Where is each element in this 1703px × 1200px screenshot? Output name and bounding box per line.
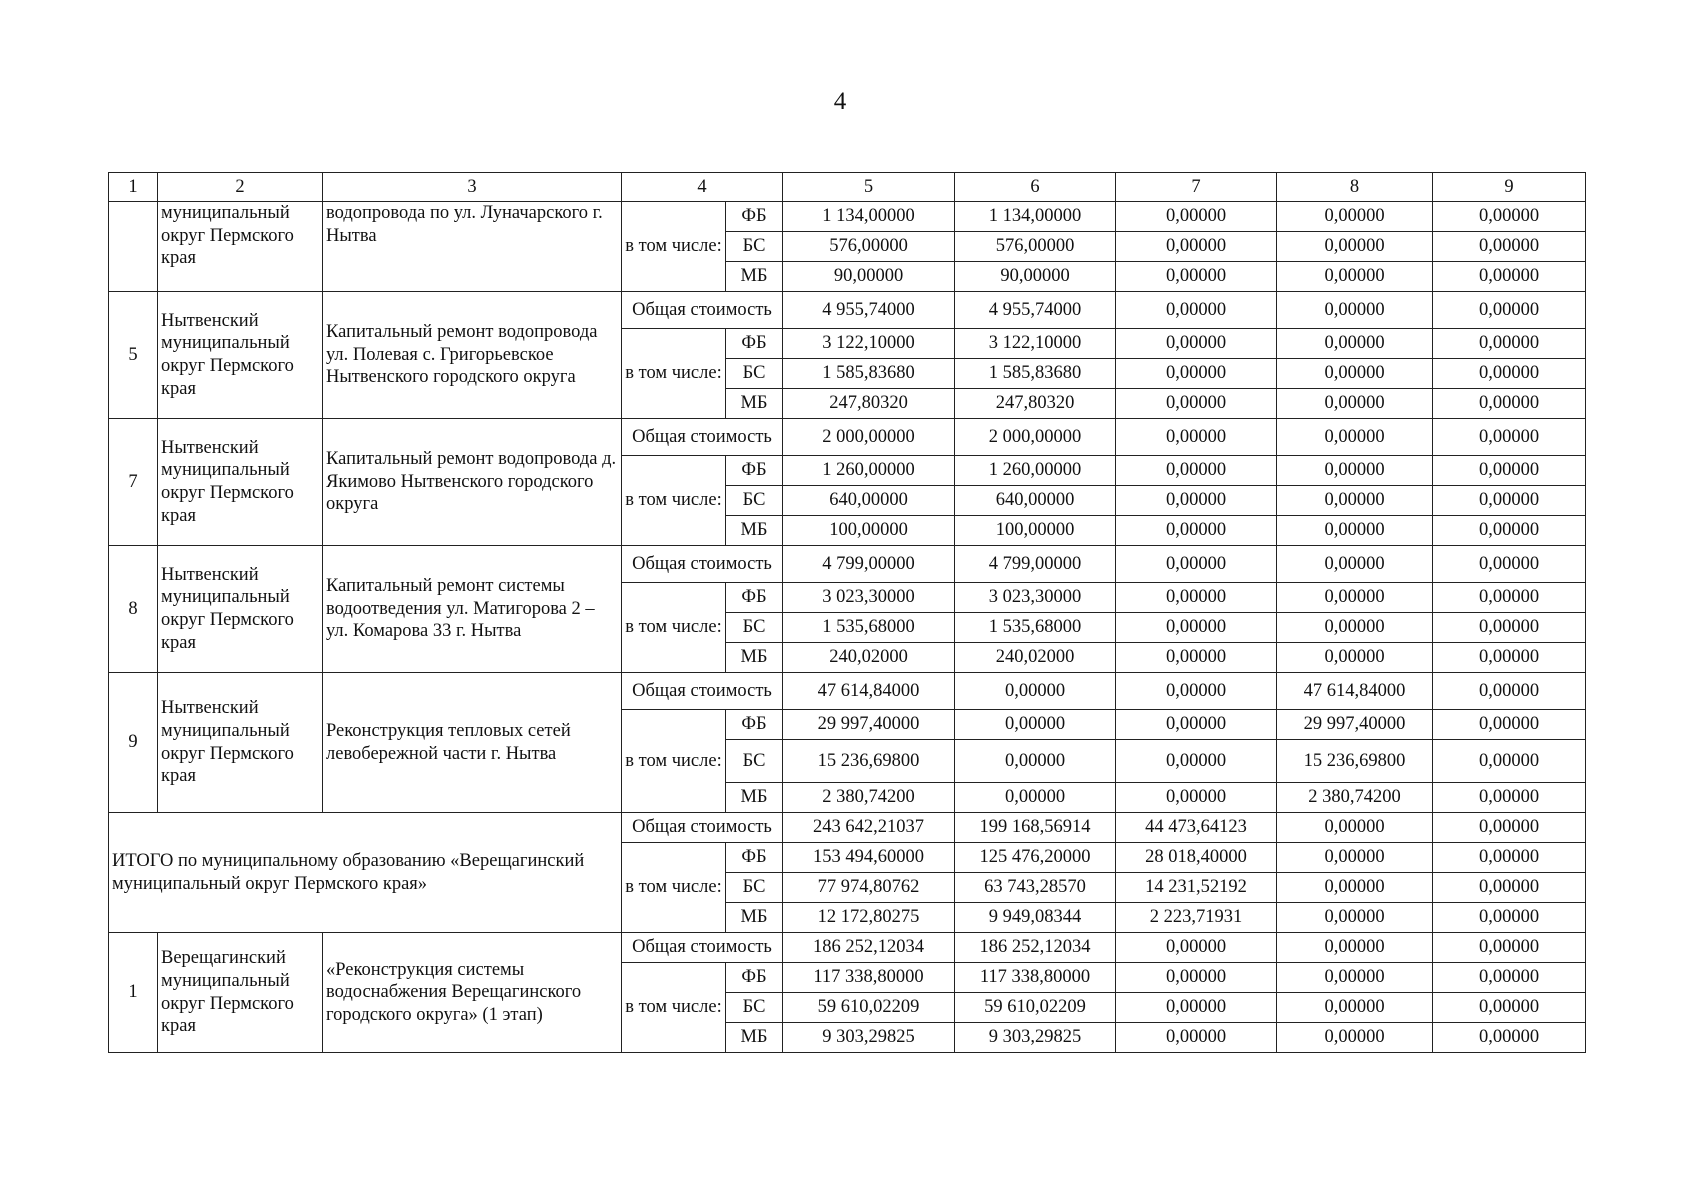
header-row <box>109 173 1586 202</box>
header-cell: 4 <box>622 173 783 202</box>
value-cell: 0,00000 <box>1277 933 1433 963</box>
municipality-cell: муниципальный округ Пермского края <box>158 202 323 292</box>
value-cell: 247,80320 <box>783 389 955 419</box>
source-mb: МБ <box>726 643 783 673</box>
value-cell: 240,02000 <box>783 643 955 673</box>
value-cell: 47 614,84000 <box>783 673 955 710</box>
value-cell: 59 610,02209 <box>783 993 955 1023</box>
value-cell: 0,00000 <box>1116 613 1277 643</box>
value-cell: 243 642,21037 <box>783 813 955 843</box>
value-cell: 2 223,71931 <box>1116 903 1277 933</box>
value-cell: 247,80320 <box>955 389 1116 419</box>
source-bs: БС <box>726 613 783 643</box>
value-cell: 3 023,30000 <box>955 583 1116 613</box>
value-cell: 15 236,69800 <box>783 740 955 783</box>
value-cell: 0,00000 <box>955 783 1116 813</box>
source-mb: МБ <box>726 262 783 292</box>
source-bs: БС <box>726 740 783 783</box>
header-cell: 3 <box>323 173 622 202</box>
value-cell: 0,00000 <box>1116 329 1277 359</box>
object-cell: Капитальный ремонт системы водоотведения ул. Матигорова 2 – ул. Комарова 33 г. Нытва <box>323 546 622 673</box>
total-cost-label: Общая стоимость <box>622 673 783 710</box>
value-cell: 125 476,20000 <box>955 843 1116 873</box>
value-cell: 59 610,02209 <box>955 993 1116 1023</box>
municipality-cell: Нытвенский муниципальный округ Пермского края <box>158 673 323 813</box>
value-cell: 0,00000 <box>1277 389 1433 419</box>
value-cell: 640,00000 <box>955 486 1116 516</box>
value-cell: 0,00000 <box>1433 673 1586 710</box>
value-cell: 0,00000 <box>1433 419 1586 456</box>
value-cell: 153 494,60000 <box>783 843 955 873</box>
municipality-cell: Нытвенский муниципальный округ Пермского края <box>158 419 323 546</box>
value-cell: 9 303,29825 <box>783 1023 955 1053</box>
table-row <box>109 202 1586 232</box>
value-cell: 3 122,10000 <box>783 329 955 359</box>
value-cell: 0,00000 <box>1433 963 1586 993</box>
value-cell: 9 949,08344 <box>955 903 1116 933</box>
source-fb: ФБ <box>726 710 783 740</box>
including-label: в том числе: <box>622 329 726 419</box>
source-mb: МБ <box>726 1023 783 1053</box>
value-cell: 0,00000 <box>1116 516 1277 546</box>
total-cost-label: Общая стоимость <box>622 292 783 329</box>
value-cell: 640,00000 <box>783 486 955 516</box>
source-fb: ФБ <box>726 843 783 873</box>
value-cell: 3 122,10000 <box>955 329 1116 359</box>
total-cost-label: Общая стоимость <box>622 546 783 583</box>
source-bs: БС <box>726 359 783 389</box>
value-cell: 44 473,64123 <box>1116 813 1277 843</box>
value-cell: 0,00000 <box>1433 486 1586 516</box>
value-cell: 0,00000 <box>1277 993 1433 1023</box>
source-fb: ФБ <box>726 456 783 486</box>
value-cell: 0,00000 <box>1433 292 1586 329</box>
value-cell: 0,00000 <box>1277 546 1433 583</box>
row-number <box>109 202 158 292</box>
value-cell: 0,00000 <box>1116 710 1277 740</box>
total-cost-label: Общая стоимость <box>622 419 783 456</box>
value-cell: 77 974,80762 <box>783 873 955 903</box>
value-cell: 29 997,40000 <box>783 710 955 740</box>
source-bs: БС <box>726 486 783 516</box>
value-cell: 0,00000 <box>1116 262 1277 292</box>
including-label: в том числе: <box>622 963 726 1053</box>
value-cell: 0,00000 <box>955 740 1116 783</box>
value-cell: 0,00000 <box>1433 933 1586 963</box>
row-number: 1 <box>109 933 158 1053</box>
value-cell: 0,00000 <box>1116 993 1277 1023</box>
value-cell: 0,00000 <box>1433 1023 1586 1053</box>
value-cell: 1 260,00000 <box>783 456 955 486</box>
table-row <box>109 673 1586 710</box>
value-cell: 0,00000 <box>1433 359 1586 389</box>
value-cell: 14 231,52192 <box>1116 873 1277 903</box>
value-cell: 12 172,80275 <box>783 903 955 933</box>
header-cell: 6 <box>955 173 1116 202</box>
header-cell: 9 <box>1433 173 1586 202</box>
value-cell: 29 997,40000 <box>1277 710 1433 740</box>
value-cell: 4 955,74000 <box>955 292 1116 329</box>
value-cell: 0,00000 <box>1277 456 1433 486</box>
value-cell: 0,00000 <box>1433 329 1586 359</box>
object-cell: Реконструкция тепловых сетей левобережной части г. Нытва <box>323 673 622 813</box>
value-cell: 0,00000 <box>1433 232 1586 262</box>
municipality-cell: Нытвенский муниципальный округ Пермского края <box>158 546 323 673</box>
value-cell: 0,00000 <box>1433 993 1586 1023</box>
value-cell: 117 338,80000 <box>955 963 1116 993</box>
source-bs: БС <box>726 232 783 262</box>
including-label: в том числе: <box>622 202 726 292</box>
source-mb: МБ <box>726 783 783 813</box>
value-cell: 0,00000 <box>1116 232 1277 262</box>
value-cell: 3 023,30000 <box>783 583 955 613</box>
value-cell: 0,00000 <box>1433 843 1586 873</box>
value-cell: 186 252,12034 <box>955 933 1116 963</box>
value-cell: 0,00000 <box>1277 232 1433 262</box>
value-cell: 0,00000 <box>1277 903 1433 933</box>
value-cell: 0,00000 <box>1433 389 1586 419</box>
value-cell: 0,00000 <box>955 673 1116 710</box>
source-bs: БС <box>726 993 783 1023</box>
value-cell: 1 535,68000 <box>783 613 955 643</box>
source-mb: МБ <box>726 903 783 933</box>
value-cell: 1 134,00000 <box>955 202 1116 232</box>
object-cell: Капитальный ремонт водопровода ул. Полевая с. Григорьевское Нытвенского городского округа <box>323 292 622 419</box>
value-cell: 4 799,00000 <box>955 546 1116 583</box>
value-cell: 0,00000 <box>1116 963 1277 993</box>
value-cell: 0,00000 <box>1277 419 1433 456</box>
value-cell: 28 018,40000 <box>1116 843 1277 873</box>
source-fb: ФБ <box>726 963 783 993</box>
value-cell: 0,00000 <box>1116 292 1277 329</box>
total-cost-label: Общая стоимость <box>622 813 783 843</box>
value-cell: 0,00000 <box>1433 516 1586 546</box>
budget-table <box>108 172 1586 1053</box>
including-label: в том числе: <box>622 710 726 813</box>
value-cell: 0,00000 <box>1433 813 1586 843</box>
value-cell: 0,00000 <box>1277 292 1433 329</box>
value-cell: 186 252,12034 <box>783 933 955 963</box>
value-cell: 576,00000 <box>783 232 955 262</box>
value-cell: 0,00000 <box>1277 643 1433 673</box>
object-cell: «Реконструкция системы водоснабжения Верещагинского городского округа» (1 этап) <box>323 933 622 1053</box>
value-cell: 100,00000 <box>955 516 1116 546</box>
value-cell: 100,00000 <box>783 516 955 546</box>
value-cell: 0,00000 <box>1433 873 1586 903</box>
value-cell: 1 260,00000 <box>955 456 1116 486</box>
table-row <box>109 813 1586 843</box>
value-cell: 4 955,74000 <box>783 292 955 329</box>
value-cell: 0,00000 <box>1277 359 1433 389</box>
page-number: 4 <box>833 88 847 115</box>
value-cell: 0,00000 <box>1433 262 1586 292</box>
value-cell: 0,00000 <box>1116 546 1277 583</box>
value-cell: 63 743,28570 <box>955 873 1116 903</box>
value-cell: 90,00000 <box>955 262 1116 292</box>
value-cell: 0,00000 <box>1277 873 1433 903</box>
value-cell: 0,00000 <box>1116 783 1277 813</box>
value-cell: 0,00000 <box>1277 262 1433 292</box>
value-cell: 47 614,84000 <box>1277 673 1433 710</box>
value-cell: 0,00000 <box>1116 673 1277 710</box>
value-cell: 0,00000 <box>1433 903 1586 933</box>
source-bs: БС <box>726 873 783 903</box>
header-cell: 8 <box>1277 173 1433 202</box>
value-cell: 0,00000 <box>1116 486 1277 516</box>
value-cell: 1 535,68000 <box>955 613 1116 643</box>
value-cell: 0,00000 <box>1116 389 1277 419</box>
value-cell: 1 585,83680 <box>955 359 1116 389</box>
row-number: 7 <box>109 419 158 546</box>
value-cell: 4 799,00000 <box>783 546 955 583</box>
value-cell: 1 134,00000 <box>783 202 955 232</box>
value-cell: 0,00000 <box>1116 933 1277 963</box>
total-cost-label: Общая стоимость <box>622 933 783 963</box>
value-cell: 0,00000 <box>1277 963 1433 993</box>
value-cell: 0,00000 <box>1277 843 1433 873</box>
value-cell: 240,02000 <box>955 643 1116 673</box>
value-cell: 15 236,69800 <box>1277 740 1433 783</box>
value-cell: 0,00000 <box>1433 456 1586 486</box>
row-number: 8 <box>109 546 158 673</box>
value-cell: 0,00000 <box>1433 546 1586 583</box>
value-cell: 90,00000 <box>783 262 955 292</box>
value-cell: 0,00000 <box>1433 740 1586 783</box>
value-cell: 0,00000 <box>1116 740 1277 783</box>
table-row <box>109 546 1586 583</box>
value-cell: 0,00000 <box>1116 359 1277 389</box>
table-row <box>109 419 1586 456</box>
value-cell: 2 000,00000 <box>783 419 955 456</box>
value-cell: 0,00000 <box>955 710 1116 740</box>
value-cell: 0,00000 <box>1433 783 1586 813</box>
value-cell: 0,00000 <box>1277 613 1433 643</box>
row-number: 5 <box>109 292 158 419</box>
total-block-label: ИТОГО по муниципальному образованию «Верещагинский муниципальный округ Пермского края» <box>109 813 622 933</box>
value-cell: 117 338,80000 <box>783 963 955 993</box>
value-cell: 0,00000 <box>1116 583 1277 613</box>
header-cell: 5 <box>783 173 955 202</box>
value-cell: 0,00000 <box>1116 419 1277 456</box>
header-cell: 2 <box>158 173 323 202</box>
value-cell: 0,00000 <box>1433 710 1586 740</box>
municipality-cell: Верещагинский муниципальный округ Пермского края <box>158 933 323 1053</box>
value-cell: 0,00000 <box>1277 1023 1433 1053</box>
municipality-cell: Нытвенский муниципальный округ Пермского края <box>158 292 323 419</box>
header-cell: 7 <box>1116 173 1277 202</box>
value-cell: 0,00000 <box>1277 202 1433 232</box>
value-cell: 2 380,74200 <box>783 783 955 813</box>
value-cell: 0,00000 <box>1433 643 1586 673</box>
value-cell: 0,00000 <box>1277 486 1433 516</box>
value-cell: 0,00000 <box>1116 456 1277 486</box>
value-cell: 0,00000 <box>1277 813 1433 843</box>
header-cell: 1 <box>109 173 158 202</box>
table-row <box>109 292 1586 329</box>
source-mb: МБ <box>726 516 783 546</box>
table-row <box>109 933 1586 963</box>
value-cell: 0,00000 <box>1116 1023 1277 1053</box>
value-cell: 2 000,00000 <box>955 419 1116 456</box>
row-number: 9 <box>109 673 158 813</box>
value-cell: 199 168,56914 <box>955 813 1116 843</box>
including-label: в том числе: <box>622 583 726 673</box>
source-fb: ФБ <box>726 329 783 359</box>
value-cell: 0,00000 <box>1277 329 1433 359</box>
value-cell: 0,00000 <box>1433 583 1586 613</box>
value-cell: 2 380,74200 <box>1277 783 1433 813</box>
object-cell: Капитальный ремонт водопровода д. Якимово Нытвенского городского округа <box>323 419 622 546</box>
including-label: в том числе: <box>622 456 726 546</box>
value-cell: 0,00000 <box>1433 202 1586 232</box>
including-label: в том числе: <box>622 843 726 933</box>
value-cell: 0,00000 <box>1277 516 1433 546</box>
value-cell: 576,00000 <box>955 232 1116 262</box>
source-mb: МБ <box>726 389 783 419</box>
value-cell: 9 303,29825 <box>955 1023 1116 1053</box>
source-fb: ФБ <box>726 583 783 613</box>
value-cell: 0,00000 <box>1116 643 1277 673</box>
value-cell: 0,00000 <box>1433 613 1586 643</box>
source-fb: ФБ <box>726 202 783 232</box>
value-cell: 1 585,83680 <box>783 359 955 389</box>
object-cell: водопровода по ул. Луначарского г. Нытва <box>323 202 622 292</box>
value-cell: 0,00000 <box>1116 202 1277 232</box>
value-cell: 0,00000 <box>1277 583 1433 613</box>
